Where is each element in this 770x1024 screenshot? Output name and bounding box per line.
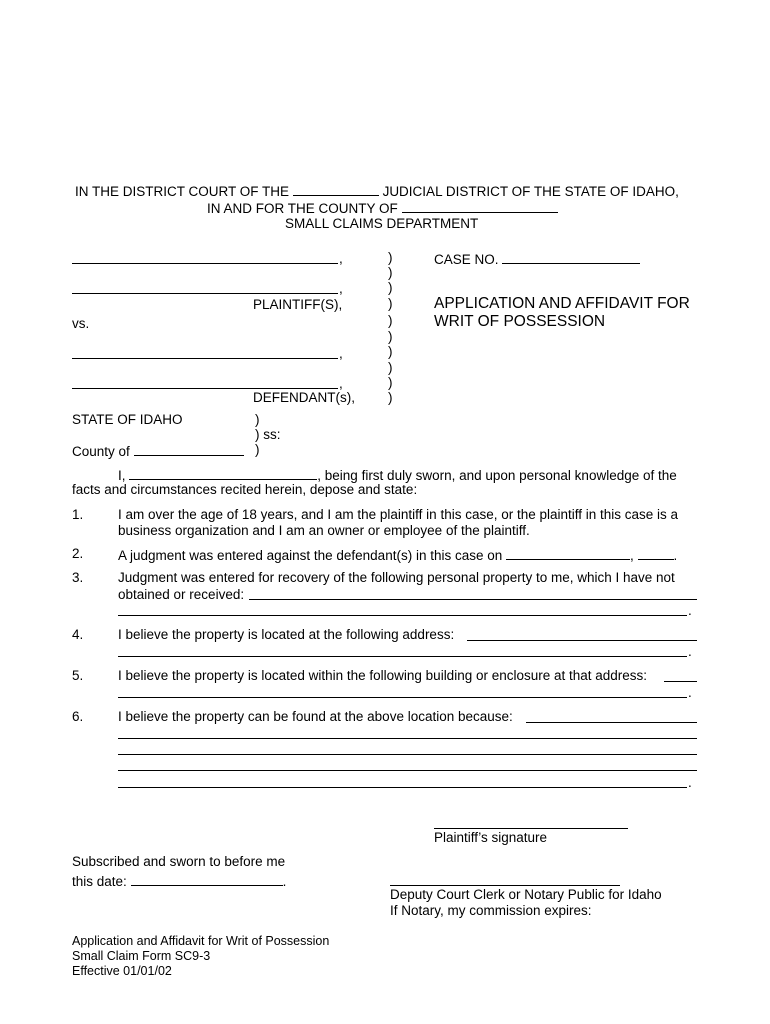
- case-number: CASE NO.: [434, 250, 640, 268]
- footer-form-title: Application and Affidavit for Writ of Possession: [72, 934, 330, 948]
- county-of: County of: [72, 442, 244, 460]
- address-blank-line: [118, 656, 687, 657]
- reason-blank-line: [526, 722, 697, 723]
- reason-blank-line: [118, 787, 687, 788]
- footer-effective-date: Effective 01/01/02: [72, 964, 172, 978]
- subscribed-label: Subscribed and sworn to before me: [72, 854, 286, 869]
- county-blank: [402, 199, 558, 213]
- plaintiff-name-line-1: [72, 263, 338, 264]
- building-blank-line: [118, 697, 687, 698]
- judgment-date: A judgment was entered against the defendant(s) in this case on , .: [118, 548, 678, 563]
- case-number-blank: [502, 250, 640, 264]
- department-heading: SMALL CLAIMS DEPARTMENT: [285, 216, 479, 231]
- district-blank: [293, 182, 379, 196]
- ss-label: ) ss:: [255, 427, 281, 442]
- sworn-date-blank: [131, 872, 283, 886]
- form-title-line-1: APPLICATION AND AFFIDAVIT FOR: [434, 295, 690, 312]
- clerk-signature-line: [390, 885, 620, 886]
- item-number: 1.: [72, 507, 84, 522]
- defendants-label: DEFENDANT(s),: [253, 390, 355, 405]
- reason-blank-line: [118, 754, 697, 755]
- plaintiff-signature-label: Plaintiff’s signature: [434, 830, 548, 845]
- affiant-intro: I, , being first duly sworn, and upon personal knowledge of the: [118, 468, 677, 483]
- judgment-date-blank: [506, 546, 630, 560]
- property-blank-line: [118, 615, 687, 616]
- judgment-year-blank: [638, 546, 674, 560]
- vs-label: vs.: [72, 316, 90, 331]
- reason-blank-line: [118, 738, 697, 739]
- defendant-name-line-2: [72, 388, 338, 389]
- defendant-name-line-1: [72, 358, 338, 359]
- state-of-idaho: STATE OF IDAHO: [72, 412, 183, 427]
- footer-form-number: Small Claim Form SC9-3: [72, 949, 211, 963]
- property-blank-line: [249, 599, 697, 600]
- county-of-blank: [134, 442, 244, 456]
- plaintiffs-label: PLAINTIFF(S),: [253, 297, 343, 312]
- affiant-name-blank: [129, 466, 317, 480]
- item-number: 6.: [72, 709, 84, 724]
- court-heading: IN THE DISTRICT COURT OF THE JUDICIAL DISTRICT OF THE STATE OF IDAHO,: [75, 184, 679, 199]
- address-blank-line: [467, 640, 697, 641]
- plaintiff-name-line-2: [72, 293, 338, 294]
- building-blank-line: [664, 681, 697, 682]
- item-number: 2.: [72, 546, 84, 561]
- plaintiff-signature-line: [434, 828, 628, 829]
- notary-expires-label: If Notary, my commission expires:: [390, 903, 592, 918]
- sworn-date: this date: .: [72, 874, 287, 889]
- county-heading: IN AND FOR THE COUNTY OF: [207, 199, 558, 217]
- item-number: 3.: [72, 570, 84, 585]
- item-number: 4.: [72, 627, 84, 642]
- reason-blank-line: [118, 770, 697, 771]
- form-title-line-2: WRIT OF POSSESSION: [434, 313, 606, 330]
- clerk-label: Deputy Court Clerk or Notary Public for Idaho: [390, 887, 662, 902]
- item-number: 5.: [72, 668, 84, 683]
